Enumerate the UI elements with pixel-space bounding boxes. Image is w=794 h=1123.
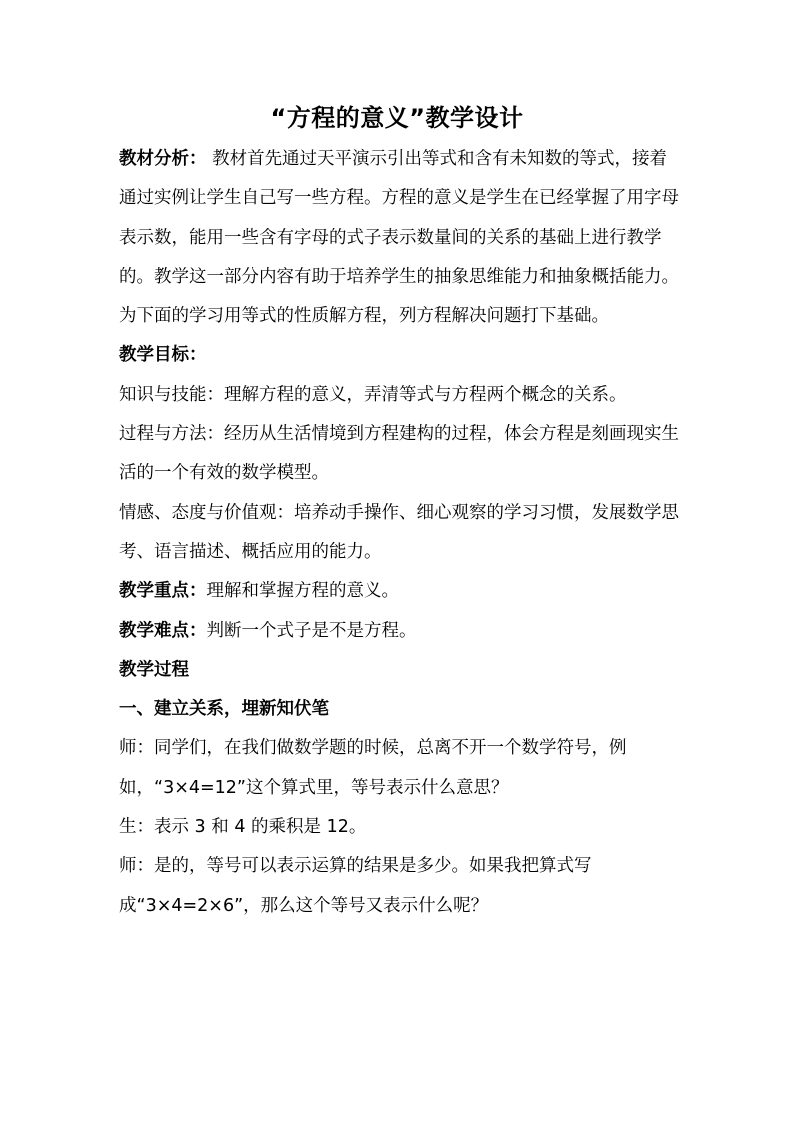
- key-point-label: 教学重点：: [119, 581, 207, 602]
- section1-heading: 一、建立关系，埋新知伏笔: [119, 699, 329, 720]
- goal-process: 过程与方法：经历从生活情境到方程建构的过程，体会方程是刻画现实生活的一个有效的数学模型。: [119, 424, 679, 484]
- difficulty-paragraph: [119, 612, 681, 651]
- document-title: “方程的意义”教学设计: [270, 104, 524, 132]
- dialogue-teacher-2: 师：是的，等号可以表示运算的结果是多少。如果我把算式写成“3×4=2×6”，那么这个等号又表示什么呢？: [119, 856, 592, 916]
- key-point-paragraph: [119, 572, 681, 611]
- analysis-paragraph: [119, 140, 681, 336]
- goal-attitude: 情感、态度与价值观：培养动手操作、细心观察的学习习惯，发展数学思考、语言描述、概括应用的能力。: [119, 502, 679, 562]
- document-body: [119, 140, 681, 926]
- goals-heading: 教学目标：: [119, 345, 207, 366]
- analysis-text: 教材首先通过天平演示引出等式和含有未知数的等式，接着通过实例让学生自己写一些方程。方程的意义是学生在已经掌握了用字母表示数，能用一些含有字母的式子表示数量间的关系的基础上进行教学的。教学这一部分内容有助于培养学生的抽象思维能力和抽象概括能力。为下面的学习用等式的性质解方程，列方程解决问题打下基础。: [119, 149, 679, 327]
- key-point-text: 理解和掌握方程的意义。: [206, 581, 399, 602]
- difficulty-text: 判断一个式子是不是方程。: [206, 620, 417, 641]
- difficulty-label: 教学难点：: [119, 620, 207, 641]
- dialogue-teacher-1: 师：同学们，在我们做数学题的时候，总离不开一个数学符号，例如，“3×4=12”这个算式里，等号表示什么意思？: [119, 738, 627, 798]
- analysis-label: 教材分析：: [119, 149, 207, 169]
- dialogue-student-1: 生：表示 3 和 4 的乘积是 12。: [119, 817, 367, 838]
- goal-knowledge: 知识与技能：理解方程的意义，弄清等式与方程两个概念的关系。: [119, 384, 627, 405]
- process-heading: 教学过程: [119, 659, 189, 680]
